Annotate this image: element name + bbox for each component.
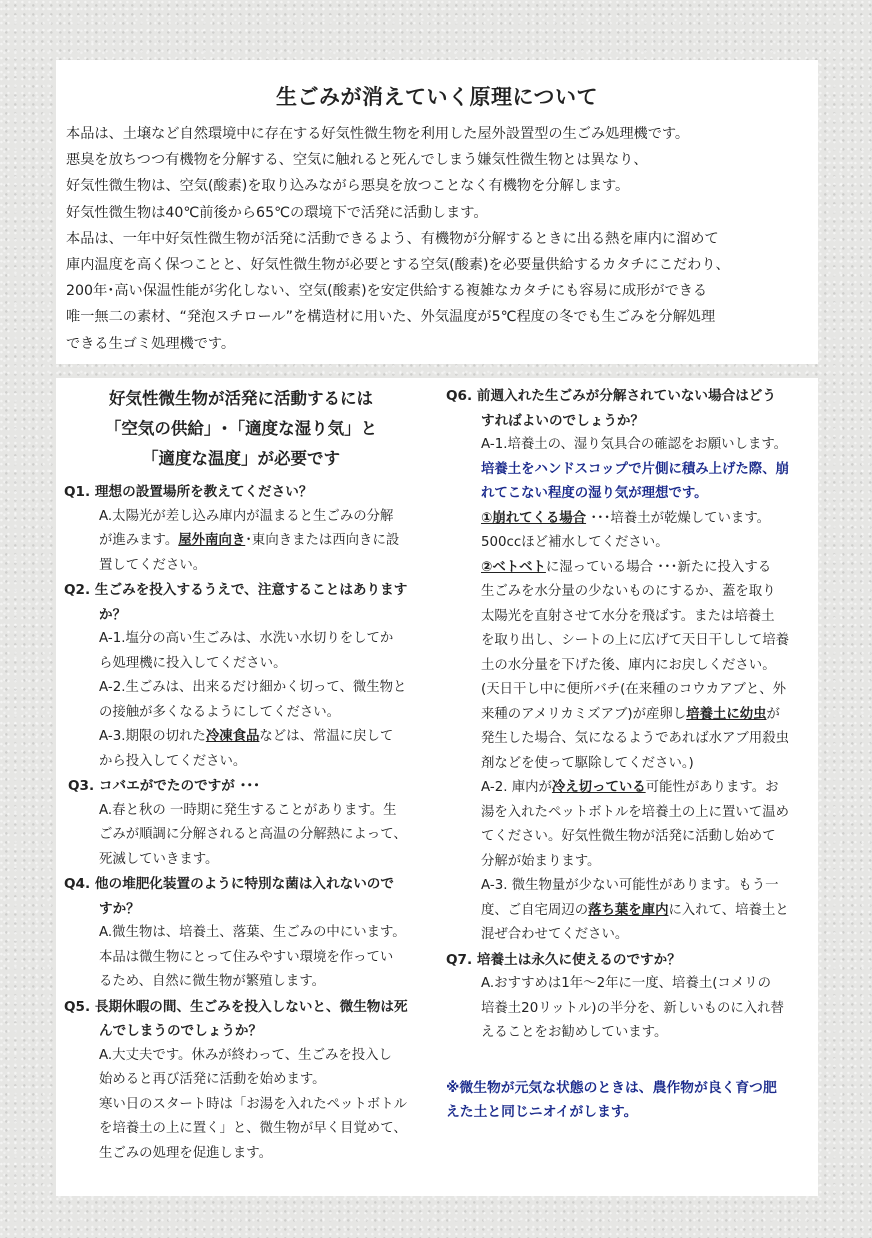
intro-line: 200年･高い保温性能が劣化しない、空気(酸素)を安定供給する複雑なカタチにも容易に成形ができる bbox=[66, 283, 708, 300]
faq-question: か？ bbox=[99, 606, 127, 623]
faq-answer-line: A.春と秋の 一時期に発生することがあります。生 bbox=[99, 802, 397, 818]
faq-answer-line: から投入してください。 bbox=[99, 753, 247, 769]
faq-answer-line: A-3.期限の切れた冷凍食品などは、常温に戻して bbox=[99, 729, 394, 744]
faq-item-q5 bbox=[64, 995, 434, 1167]
emphasis-text: 冷え切っている bbox=[551, 780, 646, 795]
faq-answer-line: A.微生物は、培養土、落葉、生ごみの中にいます。 bbox=[99, 925, 406, 940]
page-title: 生ごみが消えていく原理について bbox=[275, 85, 599, 109]
faq-answer-line: ら処理機に投入してください。 bbox=[99, 655, 287, 671]
faq-item-q7 bbox=[446, 948, 818, 1046]
faq-answer-line: ①崩れてくる場合 ･･･培養土が乾燥しています。 bbox=[481, 510, 771, 526]
faq-answer-line: 発生した場合、気になるようであれば水アブ用殺虫 bbox=[481, 731, 789, 746]
faq-answer-line: A-2. 庫内が冷え切っている可能性があります。お bbox=[481, 780, 779, 795]
faq-answer-line: A-3. 微生物量が少ない可能性があります。もう一 bbox=[481, 878, 779, 893]
intro-line: 本品は、一年中好気性微生物が活発に活動できるよう、有機物が分解するときに出る熱を庫内に溜めて bbox=[66, 230, 719, 247]
case-label: ①崩れてくる場合 bbox=[481, 510, 587, 526]
emphasis-text: 屋外南向き bbox=[178, 533, 246, 548]
headline-block bbox=[64, 384, 434, 474]
headline-line: 「空気の供給」･「適度な湿り気」と bbox=[104, 419, 378, 438]
faq-answer-line: えることをお勧めしています。 bbox=[481, 1025, 668, 1040]
faq-question: んでしまうのでしょうか？ bbox=[99, 1023, 263, 1039]
case-label: ②ベトベト bbox=[481, 559, 546, 575]
headline-line: 好気性微生物が活発に活動するには bbox=[109, 389, 373, 408]
faq-answer-line: 度、ご自宅周辺の落ち葉を庫内に入れて、培養土と bbox=[481, 902, 789, 918]
emphasis-text: 培養土に幼虫 bbox=[686, 706, 767, 722]
faq-answer-line: の接触が多くなるようにしてください。 bbox=[99, 704, 341, 720]
faq-question: すか？ bbox=[99, 900, 140, 917]
faq-question: Q3. コバエがでたのですが ･･･ bbox=[68, 778, 260, 794]
faq-item-q1 bbox=[64, 480, 434, 578]
intro-paragraph bbox=[66, 121, 808, 357]
faq-answer-line: 剤などを使って駆除してください。) bbox=[481, 755, 694, 771]
faq-answer-line: 生ごみを水分量の少ないものにするか、蓋を取り bbox=[481, 584, 776, 599]
intro-line: 好気性微生物は、空気(酸素)を取り込みながら悪臭を放つことなく有機物を分解します。 bbox=[66, 178, 630, 195]
faq-question: Q7. 培養土は永久に使えるのですか？ bbox=[446, 951, 681, 968]
emphasis-text: 落ち葉を庫内 bbox=[588, 902, 669, 918]
intro-line: 庫内温度を高く保つことと、好気性微生物が必要とする空気(酸素)を必要量供給するカタチにこだわり、 bbox=[66, 257, 730, 274]
closing-note-line: えた土と同じニオイがします。 bbox=[446, 1103, 638, 1120]
faq-answer-line: A-1.培養土の、湿り気具合の確認をお願いします。 bbox=[481, 437, 788, 452]
faq-answer-line: 死滅していきます。 bbox=[99, 851, 219, 867]
faq-answer-line: 寒い日のスタート時は「お湯を入れたペットボトル bbox=[99, 1096, 407, 1112]
faq-left-column bbox=[56, 378, 434, 1196]
faq-answer-line: ごみが順調に分解されると高温の分解熱によって、 bbox=[99, 827, 407, 842]
intro-line: 悪臭を放ちつつ有機物を分解する、空気に触れると死んでしまう嫌気性微生物とは異なり、 bbox=[66, 152, 648, 169]
faq-answer-line: A-1.塩分の高い生ごみは、水洗い水切りをしてか bbox=[99, 631, 394, 646]
faq-answer-line: 500ccほど補水してください。 bbox=[481, 535, 669, 550]
faq-answer-line: A.おすすめは1年～2年に一度、培養土(コメリの bbox=[481, 976, 771, 991]
faq-question: Q6. 前週入れた生ごみが分解されていない場合はどう bbox=[446, 388, 776, 404]
intro-panel bbox=[56, 60, 818, 364]
faq-answer-line: 本品は微生物にとって住みやすい環境を作ってい bbox=[99, 949, 394, 965]
faq-answer-line: 混ぜ合わせてください。 bbox=[481, 927, 629, 942]
faq-item-q4 bbox=[64, 872, 434, 995]
faq-answer-line: を取り出し、シートの上に広げて天日干しして培養 bbox=[481, 633, 789, 648]
faq-answer-highlight: 培養土をハンドスコップで片側に積み上げた際、崩 bbox=[481, 461, 789, 477]
faq-answer-line: 太陽光を直射させて水分を飛ばす。または培養土 bbox=[481, 608, 775, 624]
faq-answer-line: 生ごみの処理を促進します。 bbox=[99, 1145, 273, 1161]
faq-answer-highlight: れてこない程度の湿り気が理想です。 bbox=[481, 486, 708, 501]
faq-right-column bbox=[434, 378, 818, 1196]
faq-answer-line: 始めると再び活発に活動を始めます。 bbox=[99, 1072, 326, 1087]
faq-question: Q2. 生ごみを投入するうえで、注意することはあります bbox=[64, 582, 408, 598]
faq-item-q2 bbox=[64, 578, 434, 774]
faq-question: Q5. 長期休暇の間、生ごみを投入しないと、微生物は死 bbox=[64, 998, 408, 1015]
faq-answer-line: 置してください。 bbox=[99, 557, 207, 573]
faq-answer-line: てください。好気性微生物が活発に活動し始めて bbox=[481, 829, 776, 844]
faq-item-q3 bbox=[64, 774, 434, 872]
faq-answer-line: 来種のアメリカミズアブ)が産卵し培養土に幼虫が bbox=[481, 706, 780, 722]
faq-answer-line: るため、自然に微生物が繁殖します。 bbox=[99, 974, 326, 989]
faq-answer-line: が進みます。屋外南向き･東向きまたは西向きに設 bbox=[99, 533, 400, 548]
intro-line: できる生ゴミ処理機です。 bbox=[66, 335, 236, 352]
closing-note-line: ※微生物が元気な状態のときは、農作物が良く育つ肥 bbox=[446, 1079, 777, 1096]
faq-answer-line: 分解が始まります。 bbox=[481, 853, 601, 869]
faq-item-q6 bbox=[446, 384, 818, 948]
faq-answer-line: (天日干し中に便所バチ(在来種のコウカアブと、外 bbox=[481, 682, 787, 697]
intro-line: 好気性微生物は40℃前後から65℃の環境下で活発に活動します。 bbox=[66, 204, 488, 221]
faq-answer-line: A-2.生ごみは、出来るだけ細かく切って、微生物と bbox=[99, 680, 407, 695]
faq-question: すればよいのでしょうか？ bbox=[481, 412, 645, 429]
faq-answer-line: 湯を入れたペットボトルを培養土の上に置いて温め bbox=[481, 804, 789, 820]
emphasis-text: 冷凍食品 bbox=[205, 729, 260, 744]
faq-question: Q4. 他の堆肥化装置のように特別な菌は入れないので bbox=[64, 876, 394, 892]
faq-answer-line: 培養土20リットル)の半分を、新しいものに入れ替 bbox=[481, 1000, 784, 1016]
faq-question: Q1. 理想の設置場所を教えてください？ bbox=[64, 484, 313, 500]
faq-answer-line: A.太陽光が差し込み庫内が温まると生ごみの分解 bbox=[99, 508, 394, 524]
intro-line: 唯一無二の素材、“発泡スチロール”を構造材に用いた、外気温度が5℃程度の冬でも生ごみを分解処理 bbox=[66, 309, 716, 326]
closing-note bbox=[446, 1076, 818, 1124]
faq-answer-line: A.大丈夫です。休みが終わって、生ごみを投入し bbox=[99, 1047, 392, 1063]
faq-answer-line: ②ベトベトに湿っている場合 ･･･新たに投入する bbox=[481, 559, 772, 575]
faq-answer-line: を培養土の上に置く」と、微生物が早く目覚めて、 bbox=[99, 1121, 407, 1136]
faq-answer-line: 土の水分量を下げた後、庫内にお戻しください。 bbox=[481, 657, 776, 673]
intro-line: 本品は、土壌など自然環境中に存在する好気性微生物を利用した屋外設置型の生ごみ処理機です。 bbox=[66, 126, 690, 142]
headline-line: 「適度な温度」が必要です bbox=[142, 449, 340, 468]
